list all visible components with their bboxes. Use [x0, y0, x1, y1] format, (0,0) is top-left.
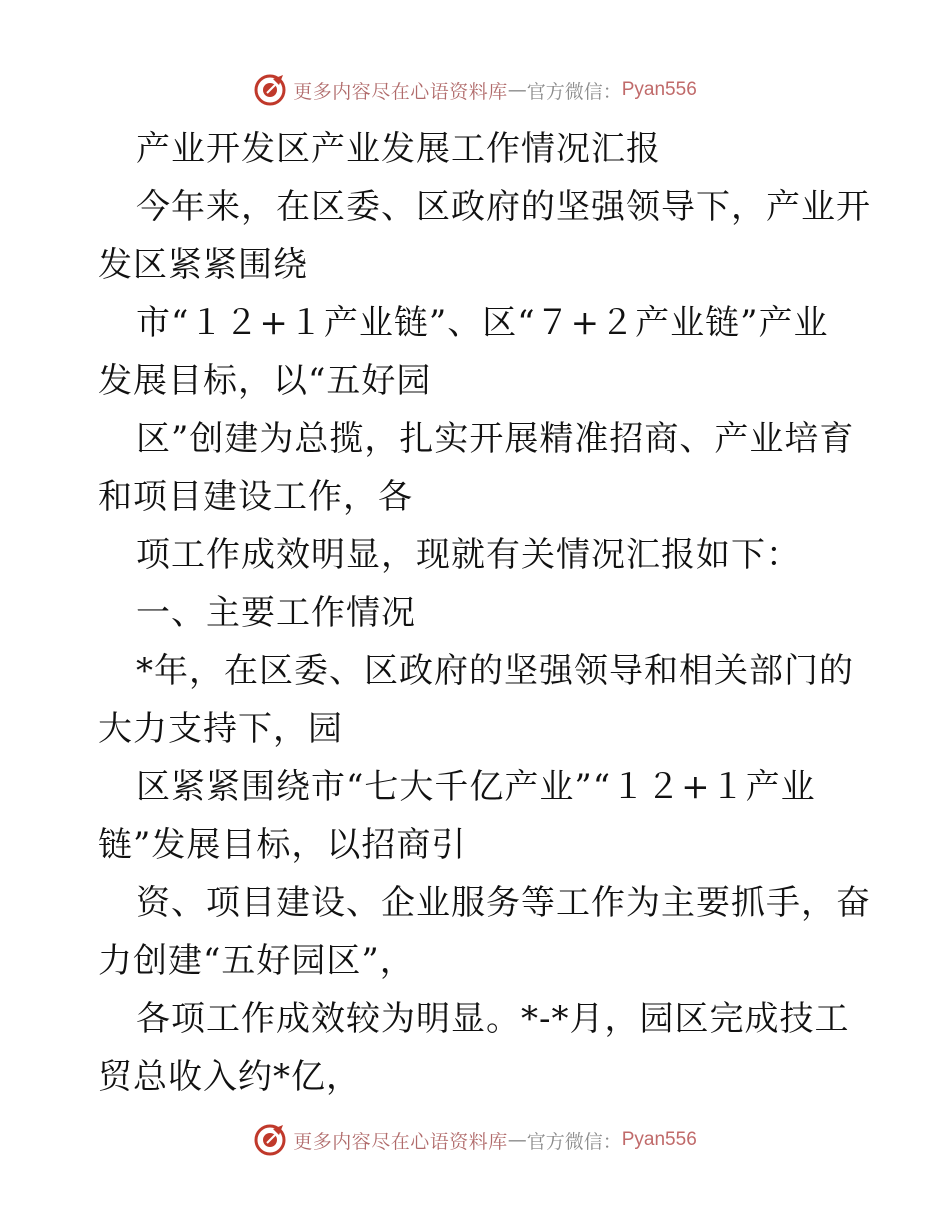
pen-logo-icon: [253, 1123, 287, 1157]
watermark-label: 官方微信：: [526, 1130, 622, 1153]
pen-logo-icon: [253, 73, 287, 107]
paragraph-line: 资、项目建设、企业服务等工作为主要抓手，奋: [136, 883, 871, 923]
paragraph-line: 区”创建为总揽，扎实开展精准招商、产业培育: [136, 419, 855, 459]
paragraph-line: 发区紧紧围绕: [98, 245, 308, 285]
paragraph-line: 大力支持下，园: [98, 709, 343, 749]
watermark-footer: [0, 1120, 950, 1160]
watermark-label: 官方微信：: [526, 80, 622, 103]
watermark-dash: —: [507, 79, 527, 101]
paragraph-line: 今年来，在区委、区政府的坚强领导下，产业开: [136, 187, 871, 227]
paragraph-line: 和项目建设工作，各: [98, 477, 413, 517]
watermark-id: Pyan556: [621, 1129, 697, 1150]
watermark-dash: —: [507, 1129, 527, 1151]
paragraph-line: 链”发展目标，以招商引: [98, 825, 467, 865]
paragraph-line: 各项工作成效较为明显。*-*月，园区完成技工: [136, 999, 850, 1039]
paragraph-line: 区紧紧围绕市“七大千亿产业”“１２+１产业: [136, 767, 816, 807]
section-heading: 一、主要工作情况: [136, 593, 416, 633]
paragraph-line: 市“１２+１产业链”、区“７+２产业链”产业: [136, 303, 829, 343]
watermark-id: Pyan556: [621, 79, 697, 100]
watermark-text: 更多内容尽在心语资料库: [293, 1130, 508, 1153]
paragraph-line: 发展目标，以“五好园: [98, 361, 432, 401]
paragraph-line: 贸总收入约*亿，: [98, 1057, 361, 1097]
watermark-text: 更多内容尽在心语资料库: [293, 80, 508, 103]
paragraph-line: 力创建“五好园区”，: [98, 941, 415, 981]
paragraph-line: *年，在区委、区政府的坚强领导和相关部门的: [136, 651, 854, 691]
document-body: [98, 120, 871, 1106]
paragraph-line: 项工作成效明显，现就有关情况汇报如下：: [136, 535, 801, 575]
watermark-header: [0, 70, 950, 110]
document-title: 产业开发区产业发展工作情况汇报: [136, 129, 661, 169]
